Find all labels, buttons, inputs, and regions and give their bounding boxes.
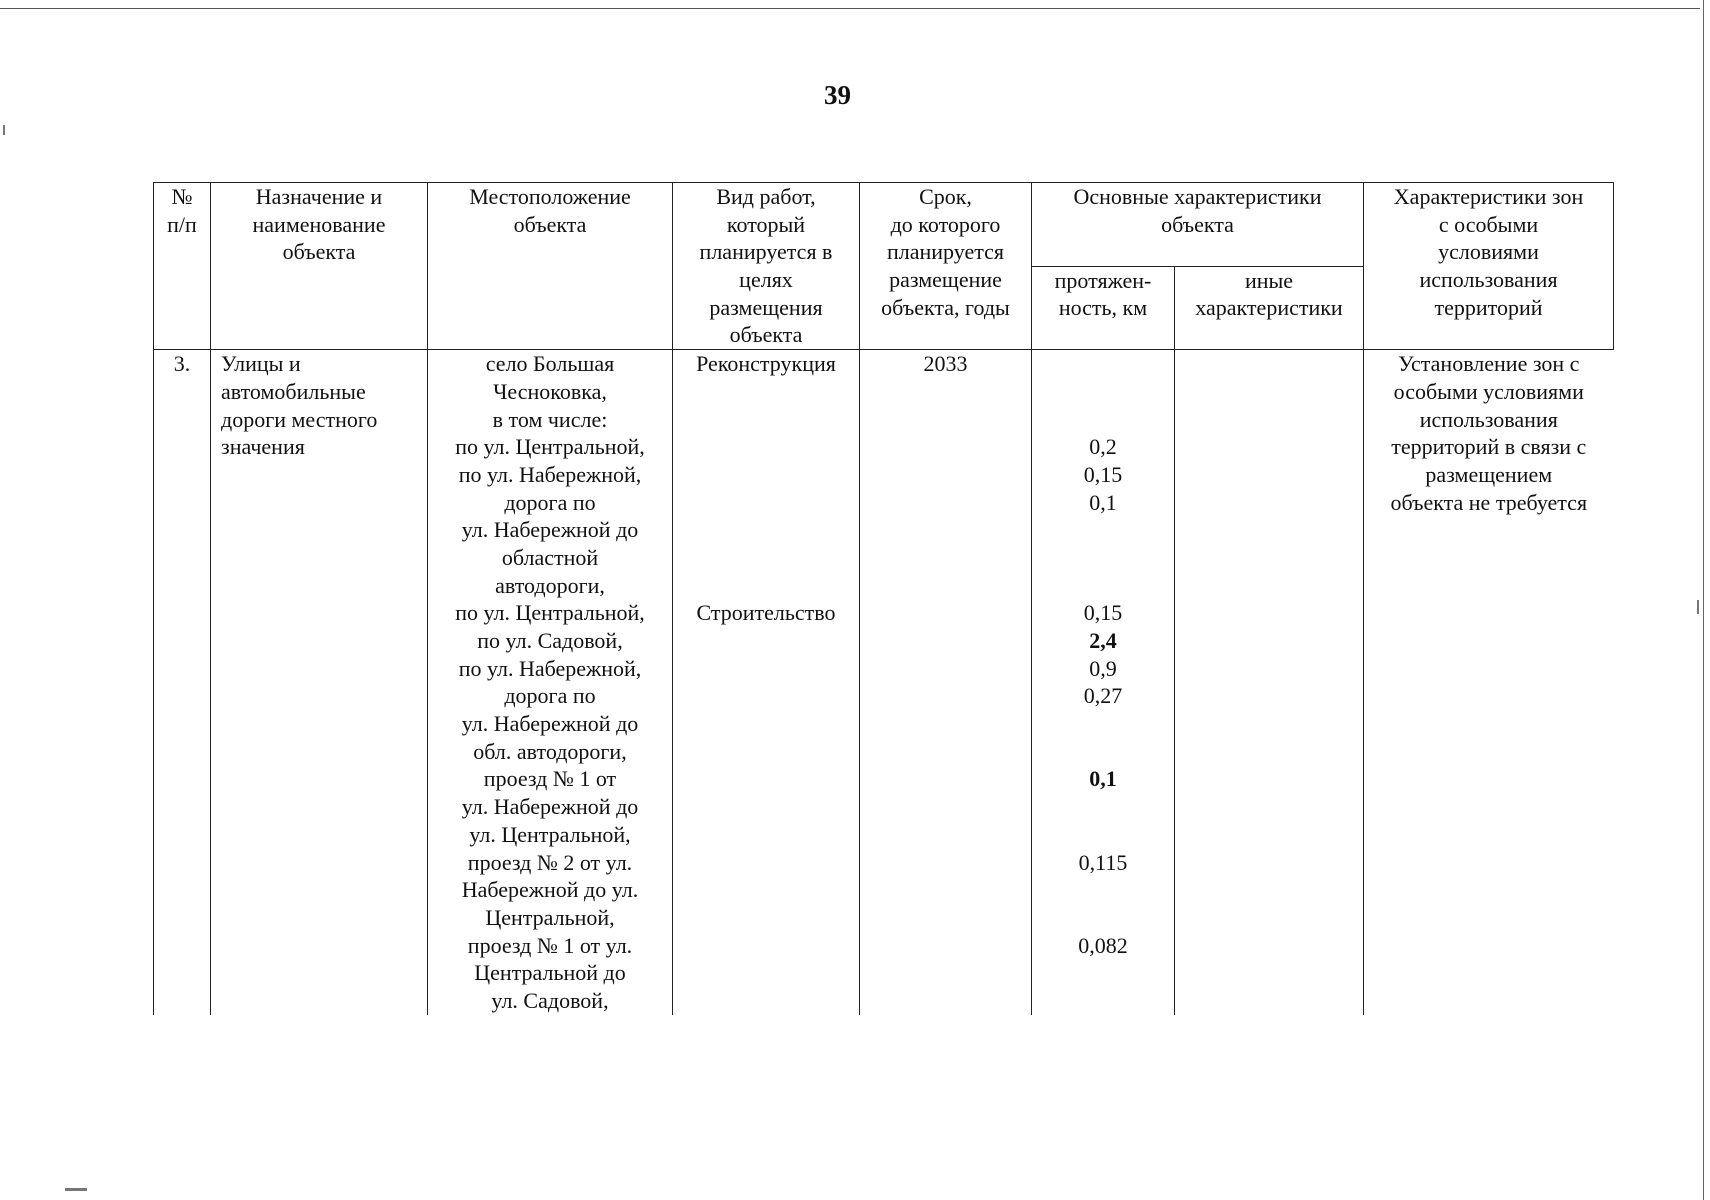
location-line: по ул. Центральной, xyxy=(455,600,645,626)
location-line: Чесноковка, xyxy=(493,378,607,404)
cell-name xyxy=(211,350,428,1015)
location-line: областной xyxy=(501,544,599,570)
length-value: 0,1 xyxy=(1089,766,1117,792)
length-value: 2,4 xyxy=(1089,628,1117,653)
location-line: по ул. Набережной, xyxy=(458,461,642,487)
header-name: Назначение и наименование объекта xyxy=(211,183,428,350)
cell-length xyxy=(1032,350,1175,1015)
location-line: ул. Набережной до xyxy=(461,517,639,543)
header-term: Срок, до которого планируется размещение объекта, годы xyxy=(860,183,1032,350)
length-value: 0,1 xyxy=(1089,489,1117,515)
header-num-text: № п/п xyxy=(167,184,197,237)
zones-line: использования xyxy=(1419,406,1558,432)
object-name-line: автомобильные xyxy=(221,378,366,404)
length-value xyxy=(1032,876,1174,904)
header-row-1 xyxy=(154,183,1614,267)
length-value xyxy=(1032,572,1174,600)
cell-num: 3. xyxy=(154,350,211,1015)
zones-line: территорий в связи с xyxy=(1391,434,1587,460)
location-line: ул. Набережной до xyxy=(461,711,639,737)
location-line: автодороги, xyxy=(495,572,605,598)
zones-line: особыми условиями xyxy=(1393,378,1584,404)
length-value: 0,082 xyxy=(1078,932,1128,958)
length-value xyxy=(1032,406,1174,434)
length-value xyxy=(1032,821,1174,849)
length-value: 0,15 xyxy=(1083,461,1123,487)
location-line: дорога по xyxy=(504,683,596,709)
work-type-line xyxy=(673,406,859,434)
header-other: иные характеристики xyxy=(1175,266,1364,350)
location-line: дорога по xyxy=(504,489,596,515)
zones-line: объекта не требуется xyxy=(1390,489,1588,515)
table-row xyxy=(154,350,1614,1015)
cell-zones xyxy=(1364,350,1614,1015)
right-scan-border xyxy=(1703,0,1704,1200)
location-line: по ул. Набережной, xyxy=(458,655,642,681)
location-line: по ул. Садовой, xyxy=(477,628,623,653)
work-type-line xyxy=(673,433,859,461)
length-value xyxy=(1032,516,1174,544)
location-line: в том числе: xyxy=(492,406,608,432)
work-type-line xyxy=(673,378,859,406)
length-value: 0,2 xyxy=(1089,434,1117,460)
length-value xyxy=(1032,350,1174,378)
location-line: Центральной до xyxy=(474,960,626,986)
location-line: проезд № 1 от ул. xyxy=(467,932,633,958)
page-number: 39 xyxy=(824,80,851,110)
location-line: ул. Набережной до xyxy=(461,794,639,820)
scan-speck xyxy=(65,1188,87,1191)
length-value: 0,115 xyxy=(1078,849,1128,875)
work-type-line: Реконструкция xyxy=(696,351,836,377)
length-value xyxy=(1032,710,1174,738)
scan-speck xyxy=(1697,600,1699,614)
header-location: Местоположение объекта xyxy=(428,183,673,350)
zones-line: Установление зон с xyxy=(1398,351,1580,377)
work-type-line: Строительство xyxy=(696,600,836,626)
top-scan-border xyxy=(0,8,1700,9)
location-line: Центральной, xyxy=(485,904,615,930)
header-length: протяжен- ность, км xyxy=(1032,266,1175,350)
zones-line: размещением xyxy=(1425,461,1553,487)
work-type-line xyxy=(673,461,859,489)
length-value xyxy=(1032,544,1174,572)
cell-term: 2033 xyxy=(860,350,1032,1015)
object-name-line: Улицы и xyxy=(221,351,301,377)
cell-work-type xyxy=(673,350,860,1015)
object-name-line: дороги местного xyxy=(221,406,378,432)
length-value: 0,27 xyxy=(1083,683,1123,709)
location-line: по ул. Центральной, xyxy=(455,434,645,460)
work-type-line xyxy=(673,572,859,600)
header-main-characteristics: Основные характеристики объекта xyxy=(1032,183,1364,267)
location-line: ул. Садовой, xyxy=(491,987,609,1013)
location-line: обл. автодороги, xyxy=(473,738,627,764)
length-value xyxy=(1032,793,1174,821)
location-line: проезд № 2 от ул. xyxy=(467,849,633,875)
length-value xyxy=(1032,378,1174,406)
objects-table xyxy=(153,182,1614,1015)
header-work-type: Вид работ, который планируется в целях размещения объекта xyxy=(673,183,860,350)
work-type-line xyxy=(673,489,859,517)
cell-location xyxy=(428,350,673,1015)
location-line: проезд № 1 от xyxy=(483,766,617,792)
scan-speck xyxy=(3,125,5,135)
location-line: село Большая xyxy=(485,351,615,377)
work-type-line xyxy=(673,544,859,572)
length-value: 0,9 xyxy=(1089,655,1117,681)
length-value xyxy=(1032,738,1174,766)
header-num xyxy=(154,183,211,350)
location-line: ул. Центральной, xyxy=(469,821,631,847)
length-value: 0,15 xyxy=(1083,600,1123,626)
object-name-line: значения xyxy=(221,434,305,460)
work-type-line xyxy=(673,516,859,544)
cell-other xyxy=(1175,350,1364,1015)
location-line: Набережной до ул. xyxy=(461,877,639,903)
length-value xyxy=(1032,904,1174,932)
header-zones: Характеристики зон с особыми условиями использования территорий xyxy=(1364,183,1614,350)
